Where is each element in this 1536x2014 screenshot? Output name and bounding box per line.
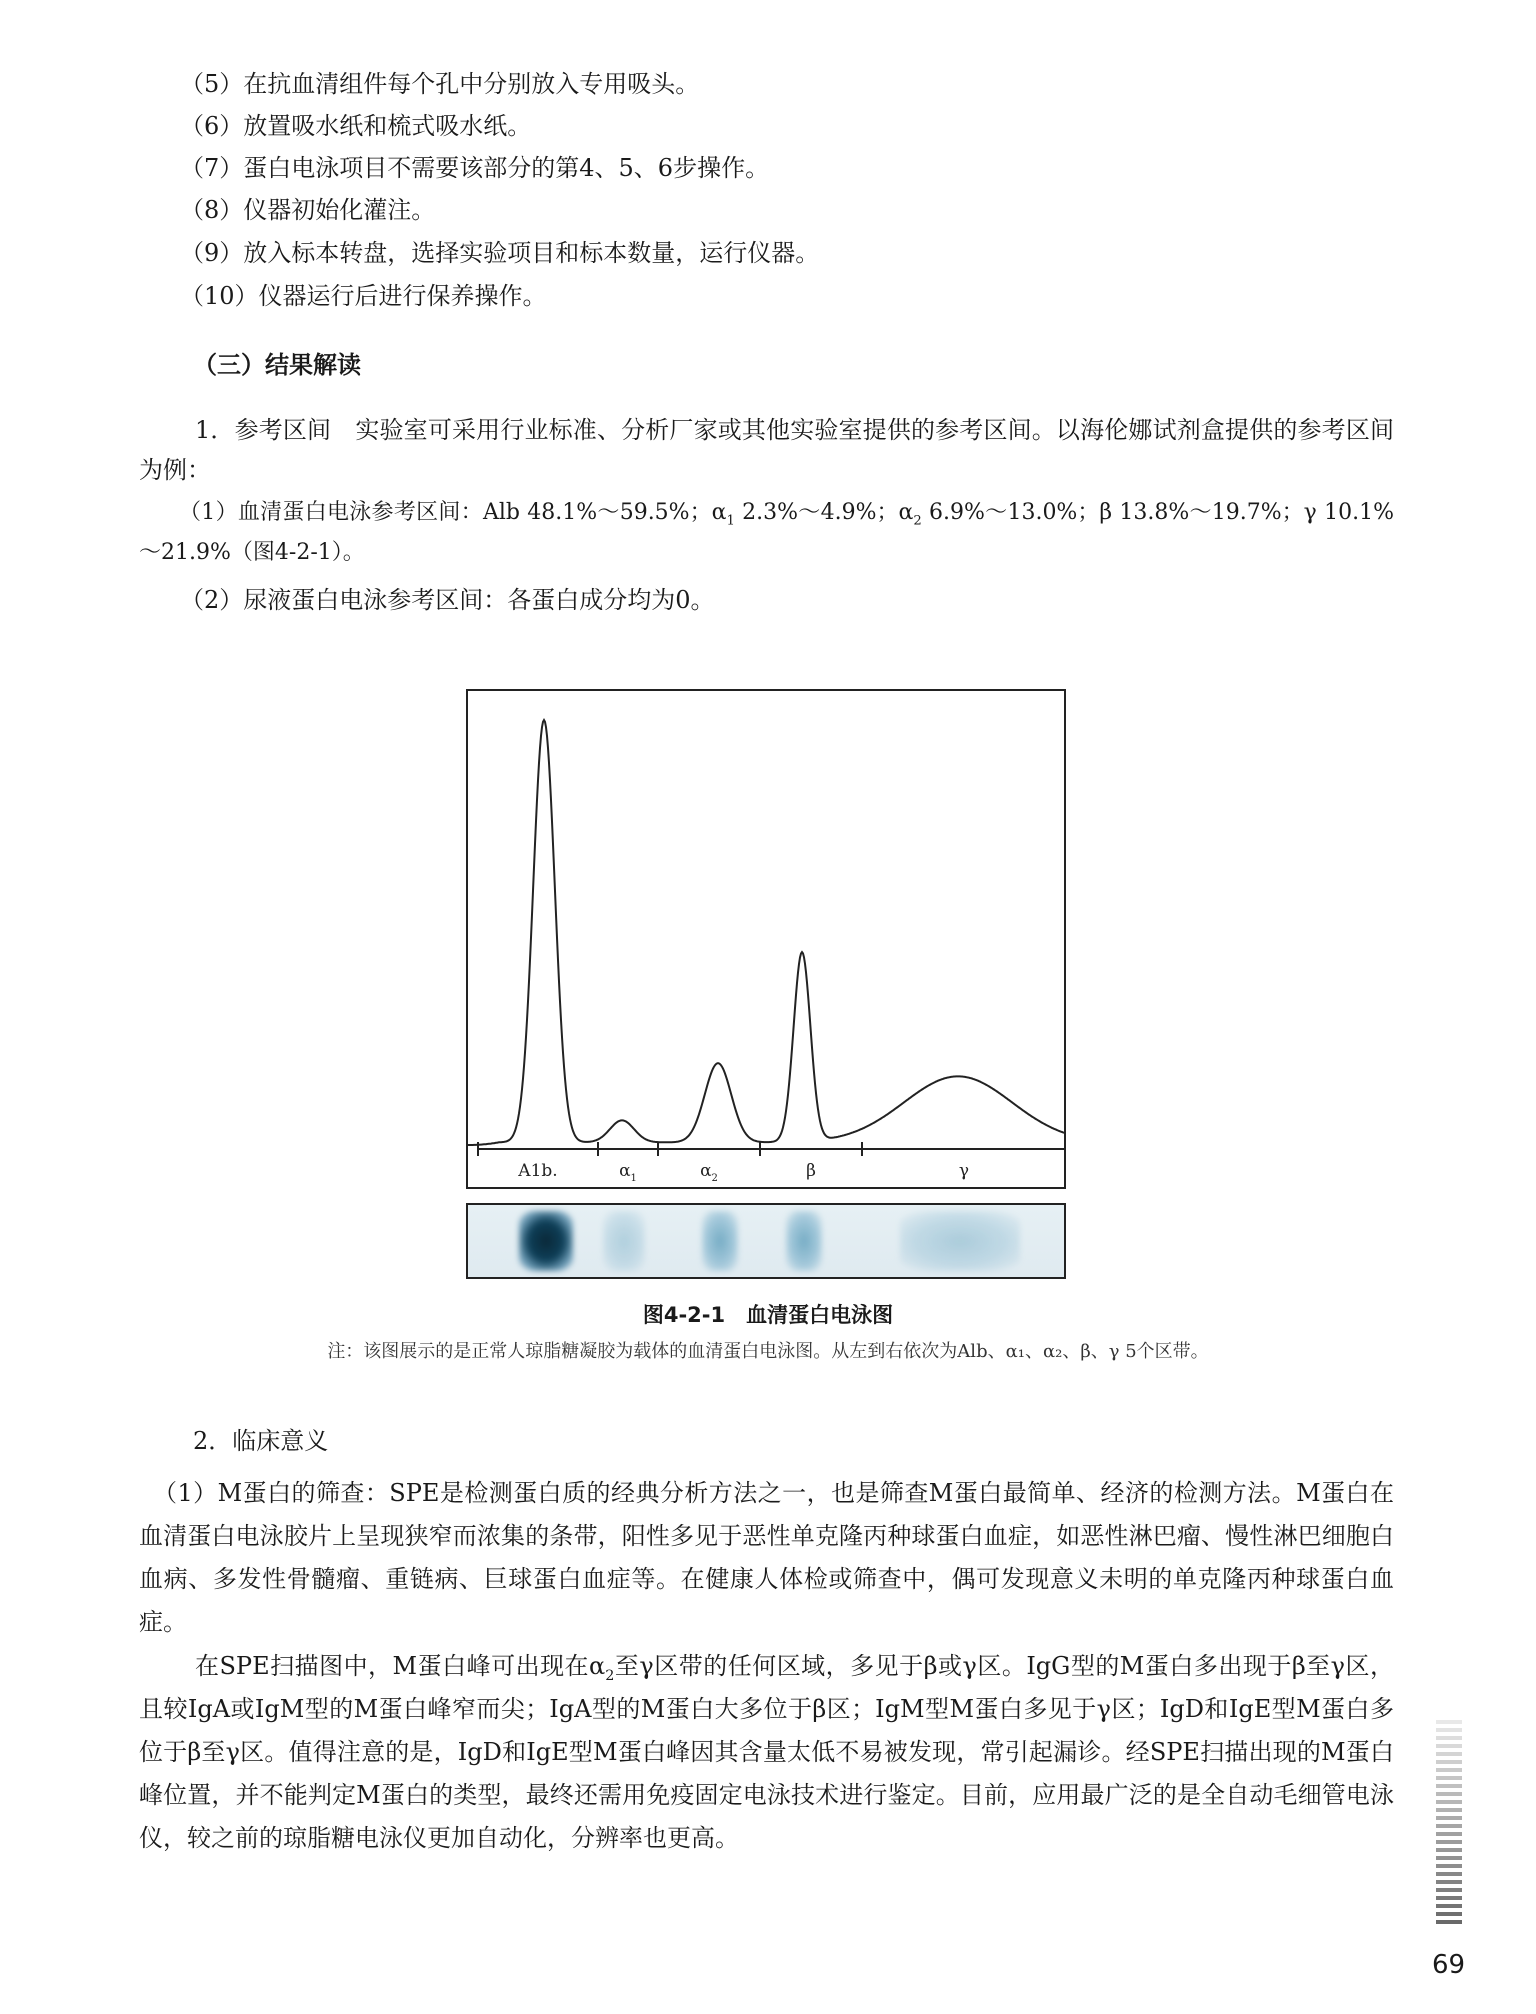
ref-serum-part-c: 6.9%～13.0%；β 13.8%～19.7%；γ 10.1%～21.9%（图4-2-1）。 — [139, 500, 1394, 565]
edge-marker-bar — [1436, 1832, 1462, 1836]
edge-marker-bar — [1436, 1768, 1462, 1772]
gel-band — [603, 1211, 645, 1271]
edge-marker-bar — [1436, 1824, 1462, 1828]
step-7: （7）蛋白电泳项目不需要该部分的第4、5、6步操作。 — [180, 154, 770, 182]
zone-label: $\alpha_2$ — [700, 1161, 718, 1184]
gel-strip — [466, 1203, 1066, 1279]
ref-serum-part-a: （1）血清蛋白电泳参考区间：Alb 48.1%～59.5%；α — [179, 500, 727, 525]
gel-band — [900, 1211, 1020, 1271]
edge-marker-bar — [1436, 1776, 1462, 1780]
edge-marker-bar — [1436, 1800, 1462, 1804]
edge-marker-bar — [1436, 1816, 1462, 1820]
gel-band — [519, 1211, 573, 1271]
gel-band — [702, 1211, 738, 1271]
clinical-p2-part-a: 在SPE扫描图中，M蛋白峰可出现在α — [195, 1652, 606, 1680]
clinical-paragraph-2 — [139, 1645, 1394, 1860]
edge-marker-bar — [1436, 1856, 1462, 1860]
gel-band — [786, 1211, 822, 1271]
clinical-heading: 2．临床意义 — [193, 1427, 329, 1455]
ref-serum-sub-alpha2: 2 — [913, 513, 922, 529]
edge-marker-bar — [1436, 1904, 1462, 1908]
edge-marker-bar — [1436, 1888, 1462, 1892]
edge-marker-bar — [1436, 1720, 1462, 1724]
clinical-paragraph-1: （1）M蛋白的筛查：SPE是检测蛋白质的经典分析方法之一，也是筛查M蛋白最简单、经济的检测方法。M蛋白在血清蛋白电泳胶片上呈现狭窄而浓集的条带，阳性多见于恶性单克隆丙种球蛋白血症，如恶性淋巴瘤、慢性淋巴细胞白血病、多发性骨髓瘤、重链病、巨球蛋白血症等。在健康人体检或筛查中，偶可发现意义未明的单克隆丙种球蛋白血症。 — [139, 1479, 1394, 1636]
zone-label: γ — [958, 1161, 970, 1181]
zone-label: β — [806, 1161, 816, 1181]
edge-marker-bar — [1436, 1840, 1462, 1844]
step-6: （6）放置吸水纸和梳式吸水纸。 — [180, 112, 532, 140]
edge-marker-bar — [1436, 1744, 1462, 1748]
edge-marker-bar — [1436, 1848, 1462, 1852]
edge-marker-bar — [1436, 1784, 1462, 1788]
edge-marker-bar — [1436, 1808, 1462, 1812]
page-number: 69 — [1432, 1950, 1466, 1980]
zone-label: A1b. — [518, 1161, 558, 1181]
ref-serum-sub-1: 1 — [726, 513, 735, 529]
reference-urine: （2）尿液蛋白电泳参考区间：各蛋白成分均为0。 — [180, 586, 715, 614]
edge-marker-bar — [1436, 1792, 1462, 1796]
figure-note: 注：该图展示的是正常人琼脂糖凝胶为载体的血清蛋白电泳图。从左到右依次为Alb、α₁、α₂、β、γ 5个区带。 — [327, 1341, 1209, 1362]
clinical-p2-part-b: 至γ区带的任何区域，多见于β或γ区。IgG型的M蛋白多出现于β至γ区，且较IgA或IgM型的M蛋白峰窄而尖；IgA型的M蛋白大多位于β区；IgM型M蛋白多见于γ区；IgD和IgE型M蛋白多位于β至γ区。值得注意的是，IgD和IgE型M蛋白峰因其含量太低不易被发现，常引起漏诊。经SPE扫描出现的M蛋白峰位置，并不能判定M蛋白的类型，最终还需用免疫固定电泳技术进行鉴定。目前，应用最广泛的是全自动毛细管电泳仪，较之前的琼脂糖电泳仪更加自动化，分辨率也更高。 — [139, 1652, 1395, 1852]
page-edge-marker — [1436, 1720, 1462, 1928]
reference-serum — [139, 493, 1394, 573]
edge-marker-bar — [1436, 1920, 1462, 1924]
step-10: （10）仪器运行后进行保养操作。 — [180, 282, 547, 310]
step-8: （8）仪器初始化灌注。 — [180, 196, 436, 224]
zone-label: $\alpha_1$ — [619, 1161, 637, 1184]
figure-title: 图4-2-1 血清蛋白电泳图 — [642, 1303, 894, 1327]
edge-marker-bar — [1436, 1872, 1462, 1876]
ref-serum-part-b: 2.3%～4.9%；α — [734, 500, 914, 525]
step-5: （5）在抗血清组件每个孔中分别放入专用吸头。 — [180, 70, 700, 98]
edge-marker-bar — [1436, 1736, 1462, 1740]
edge-marker-bar — [1436, 1912, 1462, 1916]
electropherogram-chart — [466, 689, 1066, 1189]
protein-curve — [466, 720, 1066, 1145]
edge-marker-bar — [1436, 1760, 1462, 1764]
reference-intro: 1．参考区间 实验室可采用行业标准、分析厂家或其他实验室提供的参考区间。以海伦娜试剂盒提供的参考区间为例： — [139, 416, 1394, 484]
edge-marker-bar — [1436, 1896, 1462, 1900]
clinical-p2-sub: 2 — [605, 1667, 615, 1684]
edge-marker-bar — [1436, 1752, 1462, 1756]
edge-marker-bar — [1436, 1728, 1462, 1732]
edge-marker-bar — [1436, 1880, 1462, 1884]
edge-marker-bar — [1436, 1864, 1462, 1868]
section-heading: （三）结果解读 — [193, 351, 361, 379]
step-9: （9）放入标本转盘，选择实验项目和标本数量，运行仪器。 — [180, 239, 820, 267]
